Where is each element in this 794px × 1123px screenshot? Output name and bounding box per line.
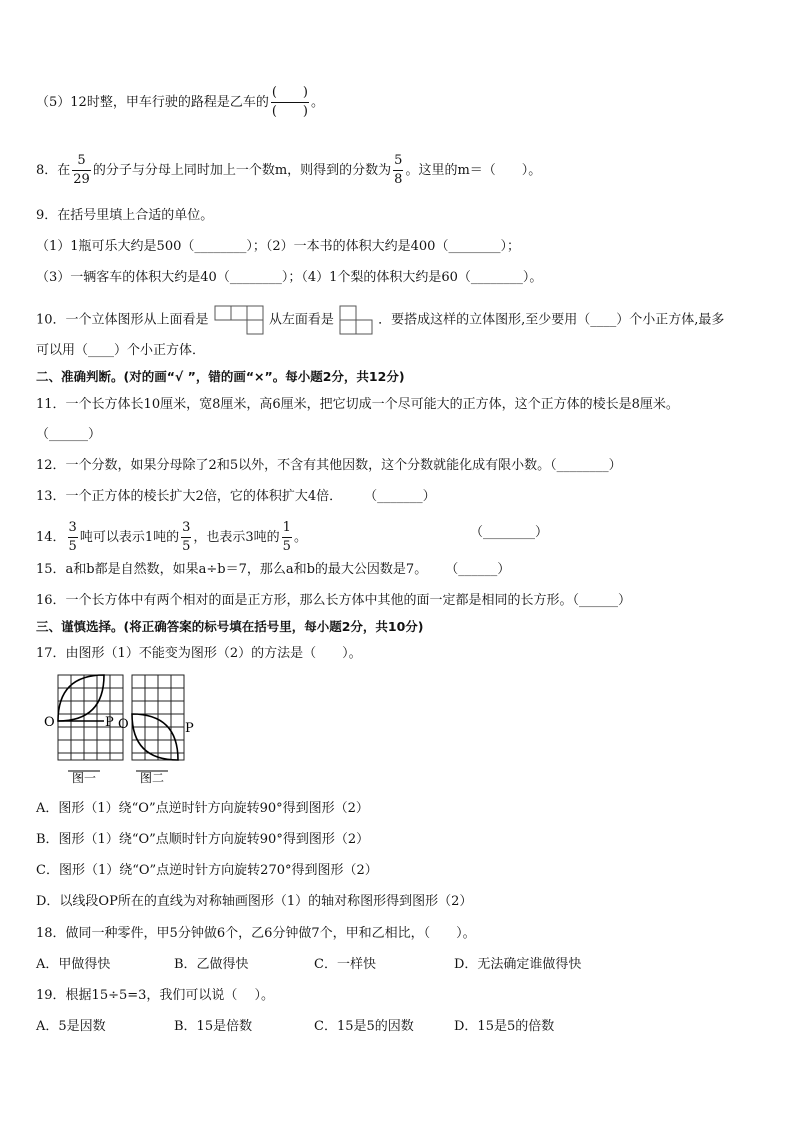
question-11: 11．一个长方体长10厘米，宽8厘米，高6厘米，把它切成一个尽可能大的正方体，这个正方体的棱长是8厘米。 — [36, 397, 679, 412]
question-19-option-d: D．15是5的倍数 — [454, 1019, 555, 1034]
question-17-option-d: D．以线段OP所在的直线为对称轴画图形（1）的轴对称图形得到图形（2） — [36, 894, 473, 909]
fraction-blank: $\frac{( )}{( )}$ — [271, 85, 308, 119]
figure-1-caption: 图一 — [72, 771, 97, 785]
label-o: O — [118, 717, 129, 732]
fraction-3-5: $\frac{3}{5}$ — [68, 520, 77, 554]
question-17-title: 17．由图形（1）不能变为图形（2）的方法是（ ）。 — [36, 646, 362, 661]
question-17-figure — [40, 672, 210, 787]
q7-part5: （5）12时整，甲车行驶的路程是乙车的 $\frac{( )}{( )}$ 。 — [36, 85, 324, 119]
question-18-option-b: B．乙做得快 — [174, 957, 249, 972]
question-17-option-a: A．图形（1）绕“O”点逆时针方向旋转90°得到图形（2） — [36, 801, 369, 816]
label-p: P — [185, 721, 194, 736]
question-19-option-c: C．15是5的因数 — [314, 1019, 414, 1034]
question-18-option-a: A．甲做得快 — [36, 957, 111, 972]
question-15: 15．a和b都是自然数，如果a÷b＝7，那么a和b的最大公因数是7。 （______） — [36, 562, 511, 577]
question-19-option-a: A．5是因数 — [36, 1019, 106, 1034]
label-p: P — [105, 715, 114, 730]
section-2-heading: 二、准确判断。(对的画“√ ”，错的画“×”。每小题2分，共12分) — [36, 369, 405, 384]
question-14-blank: （________） — [470, 525, 549, 540]
fraction-5-29: $\frac{5}{29}$ — [73, 153, 90, 187]
fraction-5-8: $\frac{5}{8}$ — [394, 153, 403, 187]
label-o: O — [44, 715, 55, 730]
fraction-1-5: $\frac{1}{5}$ — [282, 520, 291, 554]
question-17-option-c: C．图形（1）绕“O”点逆时针方向旋转270°得到图形（2） — [36, 863, 378, 878]
question-9-title: 9．在括号里填上合适的单位。 — [36, 208, 214, 223]
question-11-blank: （______） — [36, 427, 102, 442]
question-14: 14． $\frac{3}{5}$ 吨可以表示1吨的 $\frac{3}{5}$ ，也表示3吨的 $\frac{1}{5}$ 。 — [36, 520, 307, 554]
question-19-options — [36, 1017, 554, 1037]
question-18-title: 18．做同一种零件，甲5分钟做6个，乙6分钟做7个，甲和乙相比，（ ）。 — [36, 926, 476, 941]
question-18-options — [36, 955, 581, 975]
left-view-icon — [338, 304, 374, 336]
fraction-3-5: $\frac{3}{5}$ — [182, 520, 191, 554]
question-12: 12．一个分数，如果分母除了2和5以外，不含有其他因数，这个分数就能化成有限小数。（________） — [36, 458, 622, 473]
question-10-line2: 可以用（____）个小正方体． — [36, 343, 206, 358]
figure-2-caption: 图二 — [140, 771, 165, 785]
question-18-option-d: D．无法确定谁做得快 — [454, 957, 582, 972]
top-view-icon — [213, 304, 265, 336]
question-19-title: 19．根据15÷5=3，我们可以说（ ）。 — [36, 988, 275, 1003]
question-9-line2: （3）一辆客车的体积大约是40（________）；（4）1个梨的体积大约是60（________）。 — [36, 270, 543, 285]
question-9-line1: （1）1瓶可乐大约是500（________）；（2）一本书的体积大约是400（________）； — [36, 239, 520, 254]
question-19-option-b: B．15是倍数 — [174, 1019, 253, 1034]
question-13: 13．一个正方体的棱长扩大2倍，它的体积扩大4倍． （_______） — [36, 489, 436, 504]
question-10-line1: 10．一个立体图形从上面看是 从左面看是 ．要搭成这样的立体图形,至少要用（____）个小正方体,最多 — [36, 304, 724, 336]
question-17-option-b: B．图形（1）绕“O”点顺时针方向旋转90°得到图形（2） — [36, 832, 370, 847]
question-8: 8．在 $\frac{5}{29}$ 的分子与分母上同时加上一个数m，则得到的分数为 $\frac{5}{8}$ 。这里的m＝（ ）。 — [36, 153, 542, 187]
question-18-option-c: C．一样快 — [314, 957, 376, 972]
question-16: 16．一个长方体中有两个相对的面是正方形，那么长方体中其他的面一定都是相同的长方形。（______） — [36, 593, 632, 608]
section-3-heading: 三、谨慎选择。(将正确答案的标号填在括号里，每小题2分，共10分) — [36, 619, 424, 634]
